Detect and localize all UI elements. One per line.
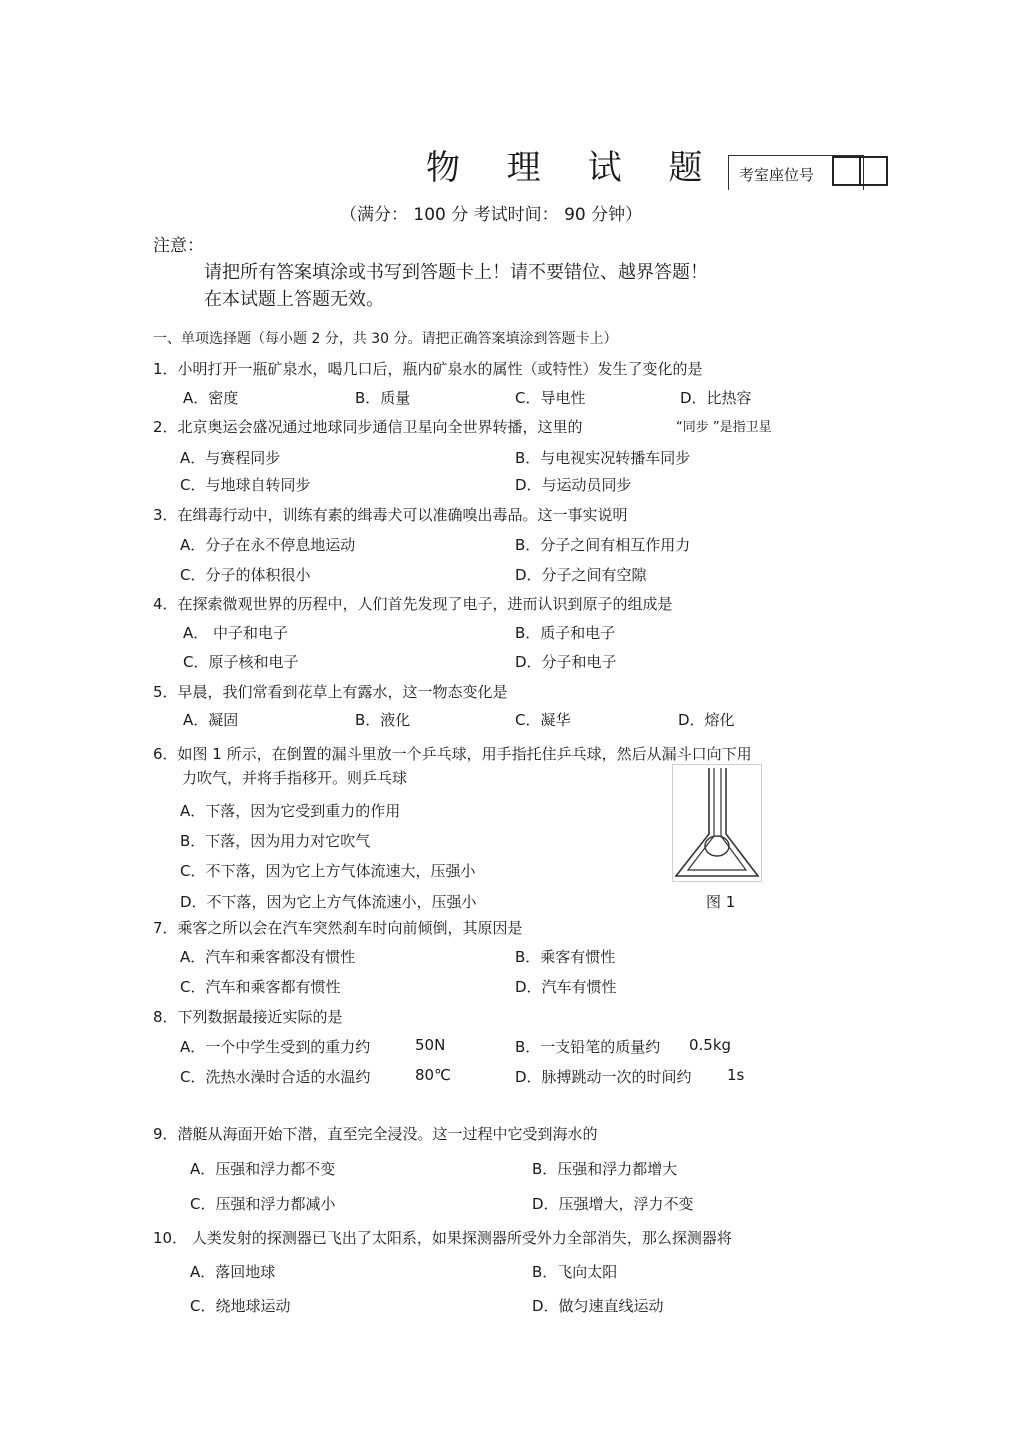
option-a: A．落回地球 bbox=[190, 1263, 276, 1281]
option-c: C．洗热水澡时合适的水温约 bbox=[180, 1068, 371, 1086]
option-c: C．绕地球运动 bbox=[190, 1297, 291, 1315]
option-a: A．分子在永不停息地运动 bbox=[180, 536, 356, 554]
question-stem: 2．北京奥运会盛况通过地球同步通信卫星向全世界转播，这里的 bbox=[153, 418, 583, 436]
notice-label: 注意： bbox=[153, 236, 204, 256]
option-c: C．导电性 bbox=[515, 389, 586, 407]
option-a: A．一个中学生受到的重力约 bbox=[180, 1038, 371, 1056]
page-title: 物 理 试 题 bbox=[426, 148, 721, 188]
question-stem: 4．在探索微观世界的历程中，人们首先发现了电子，进而认识到原子的组成是 bbox=[153, 595, 673, 613]
funnel-ball-figure bbox=[672, 764, 762, 882]
option-b: B．压强和浮力都增大 bbox=[532, 1160, 678, 1178]
question-stem: 10． 人类发射的探测器已飞出了太阳系，如果探测器所受外力全部消失，那么探测器将 bbox=[153, 1229, 732, 1247]
option-b: B．质子和电子 bbox=[515, 624, 616, 642]
option-b: B．一支铅笔的质量约 bbox=[515, 1038, 661, 1056]
question-stem: 6．如图 1 所示，在倒置的漏斗里放一个乒乓球，用手指托住乒乓球，然后从漏斗口向下用 bbox=[153, 745, 752, 763]
option-a: A．汽车和乘客都没有惯性 bbox=[180, 948, 356, 966]
option-b: B．液化 bbox=[355, 711, 411, 729]
option-c: C．原子核和电子 bbox=[183, 653, 299, 671]
figure-caption: 图 1 bbox=[706, 893, 736, 911]
option-b: B．乘客有惯性 bbox=[515, 948, 616, 966]
option-a-value: 50N bbox=[415, 1036, 446, 1054]
option-b: B．下落，因为用力对它吹气 bbox=[180, 832, 371, 850]
option-d: D．压强增大，浮力不变 bbox=[532, 1195, 694, 1213]
option-a: A．压强和浮力都不变 bbox=[190, 1160, 336, 1178]
question-stem: 7．乘客之所以会在汽车突然刹车时向前倾倒，其原因是 bbox=[153, 919, 523, 937]
option-d: D．不下落，因为它上方气体流速小，压强小 bbox=[180, 893, 477, 911]
question-stem: 8．下列数据最接近实际的是 bbox=[153, 1008, 343, 1026]
option-d: D．熔化 bbox=[678, 711, 735, 729]
option-c: C．与地球自转同步 bbox=[180, 476, 311, 494]
option-d: D．分子和电子 bbox=[515, 653, 617, 671]
question-stem: 5．早晨，我们常看到花草上有露水，这一物态变化是 bbox=[153, 683, 508, 701]
option-b: B．质量 bbox=[355, 389, 411, 407]
question-stem-continued: 力吹气，并将手指移开。则乒乓球 bbox=[182, 769, 408, 787]
option-d: D．比热容 bbox=[680, 389, 752, 407]
option-c: C．汽车和乘客都有惯性 bbox=[180, 978, 341, 996]
option-d: D．与运动员同步 bbox=[515, 476, 632, 494]
option-c: C．压强和浮力都减小 bbox=[190, 1195, 336, 1213]
option-b: B．分子之间有相互作用力 bbox=[515, 536, 691, 554]
option-d-value: 1s bbox=[727, 1066, 745, 1084]
seat-number-box bbox=[728, 155, 864, 190]
option-a: A．与赛程同步 bbox=[180, 449, 281, 467]
question-stem: 1．小明打开一瓶矿泉水，喝几口后，瓶内矿泉水的属性（或特性）发生了变化的是 bbox=[153, 360, 703, 378]
seat-number-cells[interactable] bbox=[832, 156, 888, 186]
option-d: D．做匀速直线运动 bbox=[532, 1297, 664, 1315]
option-c: C．不下落，因为它上方气体流速大，压强小 bbox=[180, 862, 476, 880]
option-d: D．脉搏跳动一次的时间约 bbox=[515, 1068, 692, 1086]
section-heading: 一、单项选择题（每小题 2 分，共 30 分。请把正确答案填涂到答题卡上） bbox=[153, 331, 618, 347]
exam-info: （满分： 100 分 考试时间： 90 分钟） bbox=[340, 205, 643, 225]
question-stem: 3．在缉毒行动中，训练有素的缉毒犬可以准确嗅出毒品。这一事实说明 bbox=[153, 506, 628, 524]
option-d: D．汽车有惯性 bbox=[515, 978, 617, 996]
option-c: C．凝华 bbox=[515, 711, 571, 729]
option-c: C．分子的体积很小 bbox=[180, 566, 311, 584]
notice-line: 请把所有答案填涂或书写到答题卡上！请不要错位、越界答题！ bbox=[204, 262, 708, 283]
question-stem-tail: “同步 ”是指卫星 bbox=[676, 420, 772, 435]
seat-number-label: 考室座位号 bbox=[739, 166, 815, 184]
seat-number-cell-2[interactable] bbox=[859, 158, 886, 184]
question-stem: 9．潜艇从海面开始下潜，直至完全浸没。这一过程中它受到海水的 bbox=[153, 1125, 598, 1143]
option-c-value: 80℃ bbox=[415, 1066, 451, 1084]
option-d: D．分子之间有空隙 bbox=[515, 566, 647, 584]
notice-line: 在本试题上答题无效。 bbox=[204, 289, 384, 310]
option-a: A． 中子和电子 bbox=[183, 624, 289, 642]
option-b-value: 0.5kg bbox=[689, 1036, 732, 1054]
option-b: B．与电视实况转播车同步 bbox=[515, 449, 691, 467]
option-b: B．飞向太阳 bbox=[532, 1263, 618, 1281]
option-a: A．密度 bbox=[183, 389, 239, 407]
option-a: A．凝固 bbox=[183, 711, 239, 729]
option-a: A．下落，因为它受到重力的作用 bbox=[180, 802, 401, 820]
seat-number-cell-1[interactable] bbox=[834, 158, 859, 184]
